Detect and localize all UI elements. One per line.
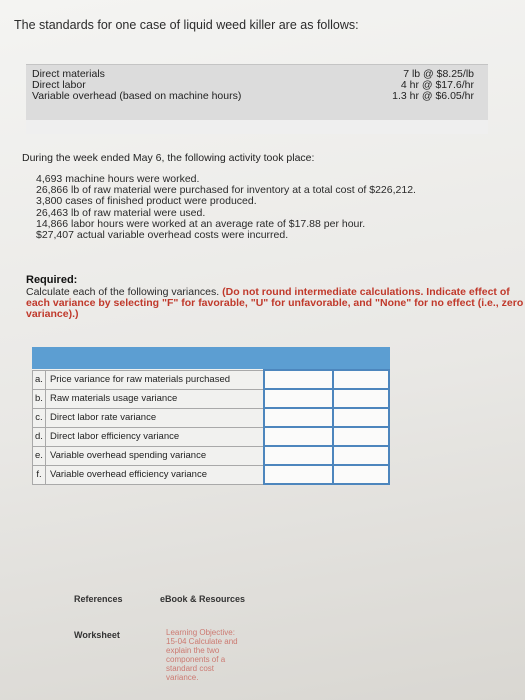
row-letter: b. [33,389,46,408]
standard-name: Variable overhead (based on machine hours) [32,90,242,102]
variance-label: Raw materials usage variance [45,389,263,408]
table-row [33,370,390,389]
variance-effect-select[interactable] [333,465,389,484]
variance-amount-input[interactable] [264,427,334,446]
table-row [33,446,390,465]
variance-amount-input[interactable] [264,370,334,389]
activity-item: 26,463 lb of raw material were used. [36,206,206,219]
activity-item: 4,693 machine hours were worked. [36,173,200,185]
activity-item: $27,407 actual variable overhead costs were incurred. [36,229,289,242]
variance-effect-select[interactable] [333,389,389,408]
standard-name: Direct materials [32,68,105,80]
activity-list [36,174,416,241]
row-letter: d. [33,427,46,446]
table-row [33,408,390,427]
row-letter: a. [33,370,46,389]
table-row [33,427,390,446]
table-row [33,465,390,484]
variance-amount-input[interactable] [264,408,334,427]
variance-amount-input[interactable] [264,389,334,408]
activity-item: 26,866 lb of raw material were purchased for inventory at a total cost of $226,212. [36,184,416,197]
standards-table [26,64,488,120]
table-row [33,389,390,408]
row-letter: c. [33,408,46,427]
standard-row [26,91,488,102]
required-instruction: Calculate each of the following variances. [26,286,220,298]
variance-label: Variable overhead efficiency variance [45,465,263,484]
row-letter: f. [33,465,46,484]
required-title: Required: [26,274,78,286]
activity-item: 14,866 labor hours were worked at an average rate of $17.88 per hour. [36,217,366,230]
variance-amount-input[interactable] [264,446,334,465]
references-tab[interactable]: References [74,594,123,604]
variance-amount-input[interactable] [264,465,334,484]
standard-value: 1.3 hr @ $6.05/hr [392,90,474,102]
learning-objective-text: Learning Objective: 15-04 Calculate and explain the two components of a standard cost variance. [166,628,238,682]
row-letter: e. [33,446,46,465]
variance-effect-select[interactable] [333,370,389,389]
required-note: (Do not round intermediate calculations. Indicate effect of each variance by selecting "F" for favorable, "U" for unfavorable, and "None" for no effect (i.e., zero variance).) [26,286,524,320]
standard-name: Direct labor [32,79,86,91]
variance-table-header [32,347,390,369]
problem-intro: The standards for one case of liquid weed killer are as follows: [14,18,359,32]
variance-label: Variable overhead spending variance [45,446,263,465]
activity-lead: During the week ended May 6, the following activity took place: [22,152,315,164]
ebook-resources-tab[interactable]: eBook & Resources [160,594,246,604]
standard-value: 4 hr @ $17.6/hr [400,79,474,91]
activity-item: 3,800 cases of finished product were produced. [36,195,257,208]
variance-effect-select[interactable] [333,446,389,465]
required-text [26,287,525,320]
standard-value: 7 lb @ $8.25/lb [403,68,474,80]
variance-label: Direct labor efficiency variance [45,427,263,446]
worksheet-tab[interactable]: Worksheet [74,630,120,640]
standards-table-footer [26,120,488,134]
variance-table [32,369,390,485]
variance-label: Price variance for raw materials purchased [45,370,263,389]
variance-label: Direct labor rate variance [45,408,263,427]
variance-effect-select[interactable] [333,408,389,427]
variance-effect-select[interactable] [333,427,389,446]
